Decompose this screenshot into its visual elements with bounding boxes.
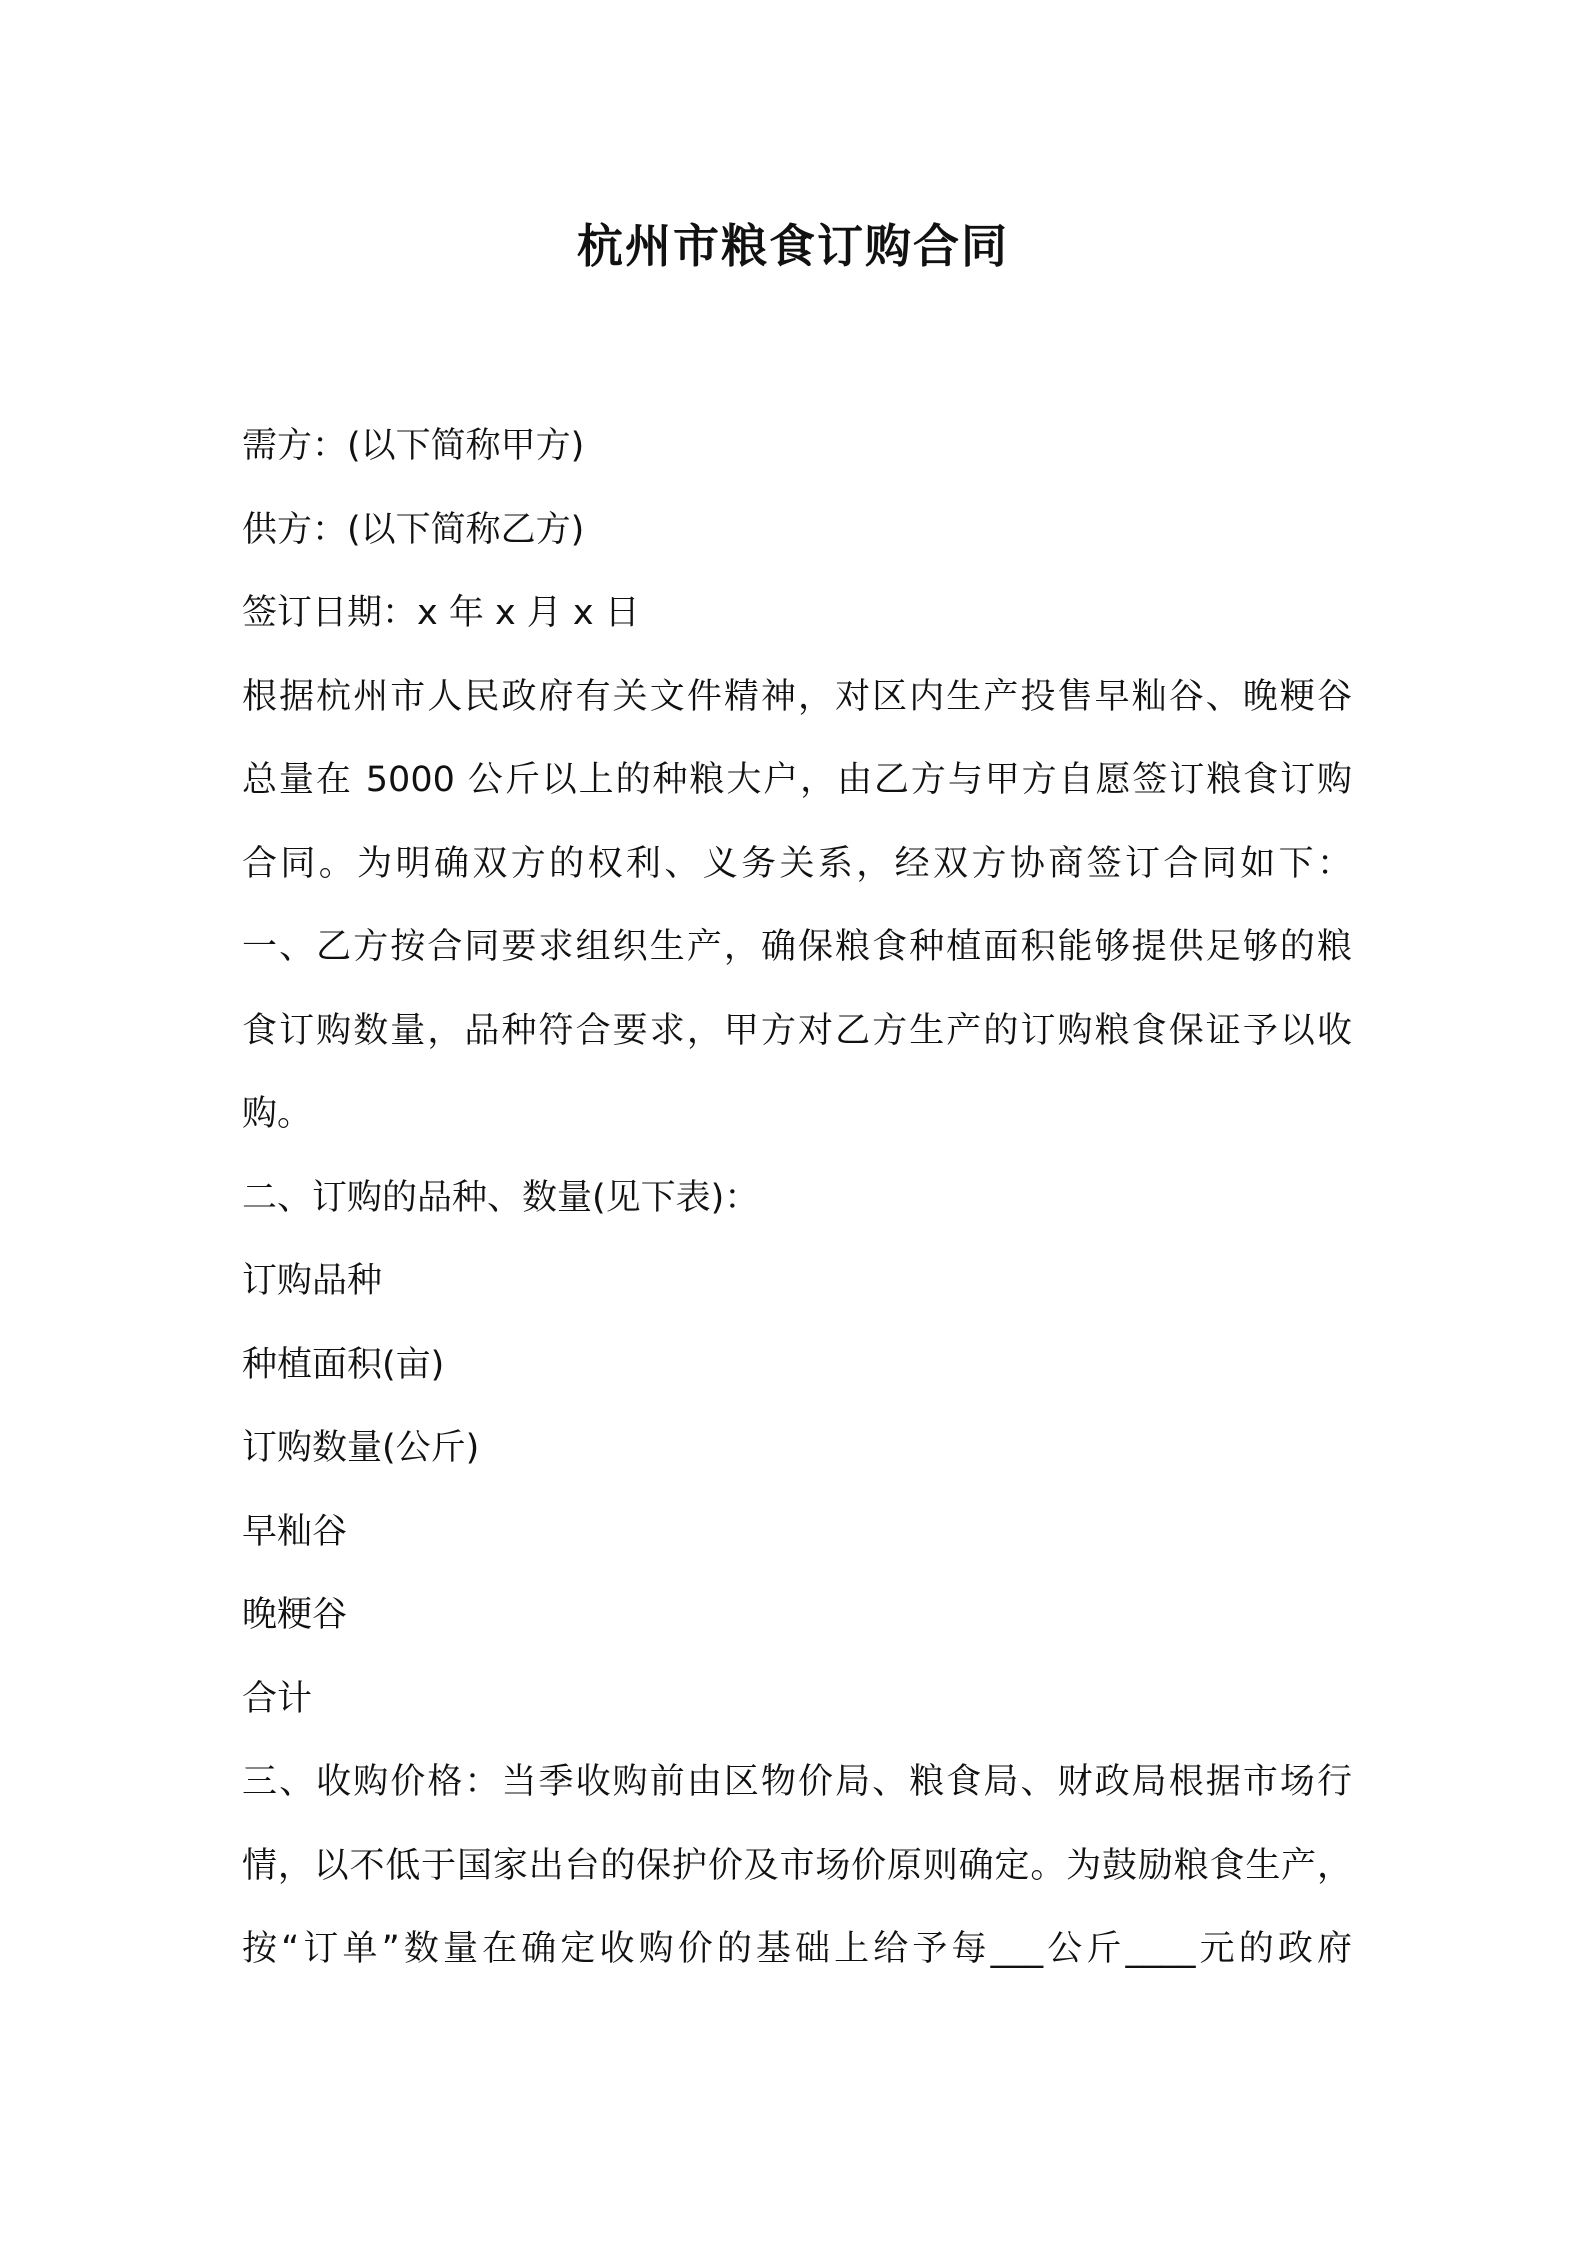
party-a-line: 需方：(以下简称甲方) xyxy=(242,426,585,466)
clause-3-line: 三、收购价格：当季收购前由区物价局、粮食局、财政局根据市场行 xyxy=(242,1762,1352,1802)
table-row-late-rice: 晚粳谷 xyxy=(242,1595,348,1635)
signing-date-line: 签订日期：x 年 x 月 x 日 xyxy=(242,593,640,633)
table-row-early-rice: 早籼谷 xyxy=(242,1511,348,1552)
preamble-line: 总量在 5000 公斤以上的种粮大户，由乙方与甲方自愿签订粮食订购 xyxy=(242,760,1352,800)
table-header-area: 种植面积(亩) xyxy=(242,1344,445,1385)
clause-3-line: 情，以不低于国家出台的保护价及市场价原则确定。为鼓励粮食生产， xyxy=(242,1845,1352,1886)
document-body xyxy=(242,405,1352,1992)
document-title: 杭州市粮食订购合同 xyxy=(577,219,1009,273)
table-row-total: 合计 xyxy=(242,1678,313,1719)
party-b-line: 供方：(以下简称乙方) xyxy=(242,509,585,550)
clause-1-line: 购。 xyxy=(242,1094,313,1134)
clause-1-line: 食订购数量，品种符合要求，甲方对乙方生产的订购粮食保证予以收 xyxy=(242,1010,1352,1051)
preamble-line: 合同。为明确双方的权利、义务关系，经双方协商签订合同如下： xyxy=(242,843,1352,884)
table-header-quantity: 订购数量(公斤) xyxy=(242,1428,480,1468)
table-header-variety: 订购品种 xyxy=(242,1261,383,1301)
preamble-line: 根据杭州市人民政府有关文件精神，对区内生产投售早籼谷、晚粳谷 xyxy=(242,676,1352,717)
clause-3-line: 按“订单”数量在确定收购价的基础上给予每___公斤____元的政府 xyxy=(242,1929,1352,1969)
clause-1-line: 一、乙方按合同要求组织生产，确保粮食种植面积能够提供足够的粮 xyxy=(242,927,1352,967)
clause-2-heading: 二、订购的品种、数量(见下表)： xyxy=(242,1177,760,1218)
